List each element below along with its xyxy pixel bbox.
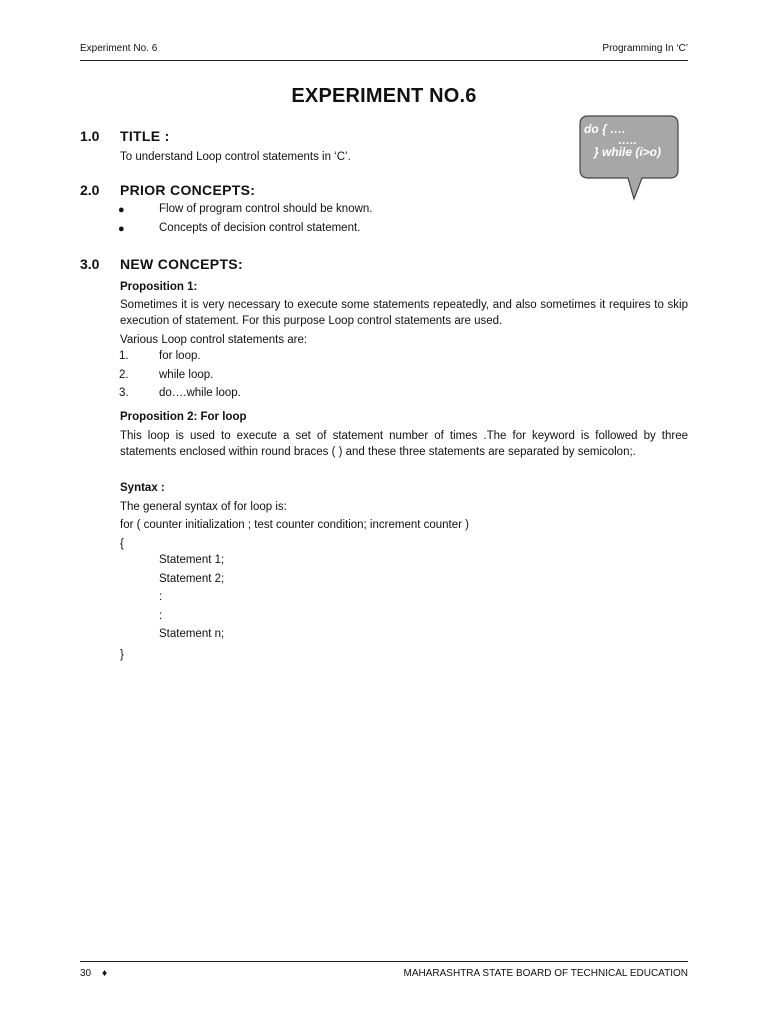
syntax-open-brace: { xyxy=(120,538,124,550)
page-number: 30 xyxy=(80,968,92,979)
list-item-number: 1. xyxy=(119,350,129,362)
proposition-1-heading: Proposition 1: xyxy=(120,281,198,293)
bubble-line-2: ….. xyxy=(618,133,637,147)
bullet-icon: ● xyxy=(118,204,125,216)
syntax-heading: Syntax : xyxy=(120,482,165,494)
syntax-statement-n: Statement n; xyxy=(159,628,225,640)
section-3-title: NEW CONCEPTS: xyxy=(120,256,243,272)
syntax-ellipsis: : xyxy=(159,610,163,622)
section-1-title: TITLE : xyxy=(120,128,170,144)
diamond-icon: ♦ xyxy=(102,968,108,979)
syntax-statement-2: Statement 2; xyxy=(159,573,225,585)
prior-concept-item: Concepts of decision control statement. xyxy=(159,222,361,234)
prior-concept-item: Flow of program control should be known. xyxy=(159,203,373,215)
list-item: do….while loop. xyxy=(159,387,241,399)
bubble-line-3: } while (i>o) xyxy=(594,145,662,159)
proposition-1-paragraph: Sometimes it is very necessary to execute some statements repeatedly, and also sometimes it requires to skip execution of statement. For this purpose Loop control statements are used. xyxy=(120,299,688,327)
list-item-number: 3. xyxy=(119,387,129,399)
header-left: Experiment No. 6 xyxy=(80,43,158,54)
syntax-ellipsis: : xyxy=(159,591,163,603)
section-1-number: 1.0 xyxy=(80,128,100,144)
list-item-number: 2. xyxy=(119,369,129,381)
syntax-close-brace: } xyxy=(120,649,124,661)
section-2-number: 2.0 xyxy=(80,182,100,198)
syntax-statement-1: Statement 1; xyxy=(159,554,225,566)
header-right: Programming In ‘C’ xyxy=(602,43,688,54)
loop-list-intro: Various Loop control statements are: xyxy=(120,334,308,346)
footer-rule xyxy=(80,961,688,962)
proposition-2-paragraph: This loop is used to execute a set of statement number of times .The for keyword is followed by three statements enclosed within round braces ( ) and these three statements are separated by semicolon;. xyxy=(120,430,688,458)
page-title: EXPERIMENT NO.6 xyxy=(291,85,477,107)
syntax-intro: The general syntax of for loop is: xyxy=(120,501,287,513)
list-item: for loop. xyxy=(159,350,201,362)
footer-board-name: MAHARASHTRA STATE BOARD OF TECHNICAL EDUCATION xyxy=(403,968,688,979)
proposition-2-heading: Proposition 2: For loop xyxy=(120,411,247,423)
section-3-number: 3.0 xyxy=(80,256,100,272)
bubble-line-1: do { …. xyxy=(584,122,626,136)
section-1-body: To understand Loop control statements in ‘C’. xyxy=(120,151,351,163)
header-rule xyxy=(80,60,688,61)
syntax-for-line: for ( counter initialization ; test counter condition; increment counter ) xyxy=(120,519,470,531)
section-2-title: PRIOR CONCEPTS: xyxy=(120,182,256,198)
list-item: while loop. xyxy=(159,369,214,381)
bullet-icon: ● xyxy=(118,223,125,235)
